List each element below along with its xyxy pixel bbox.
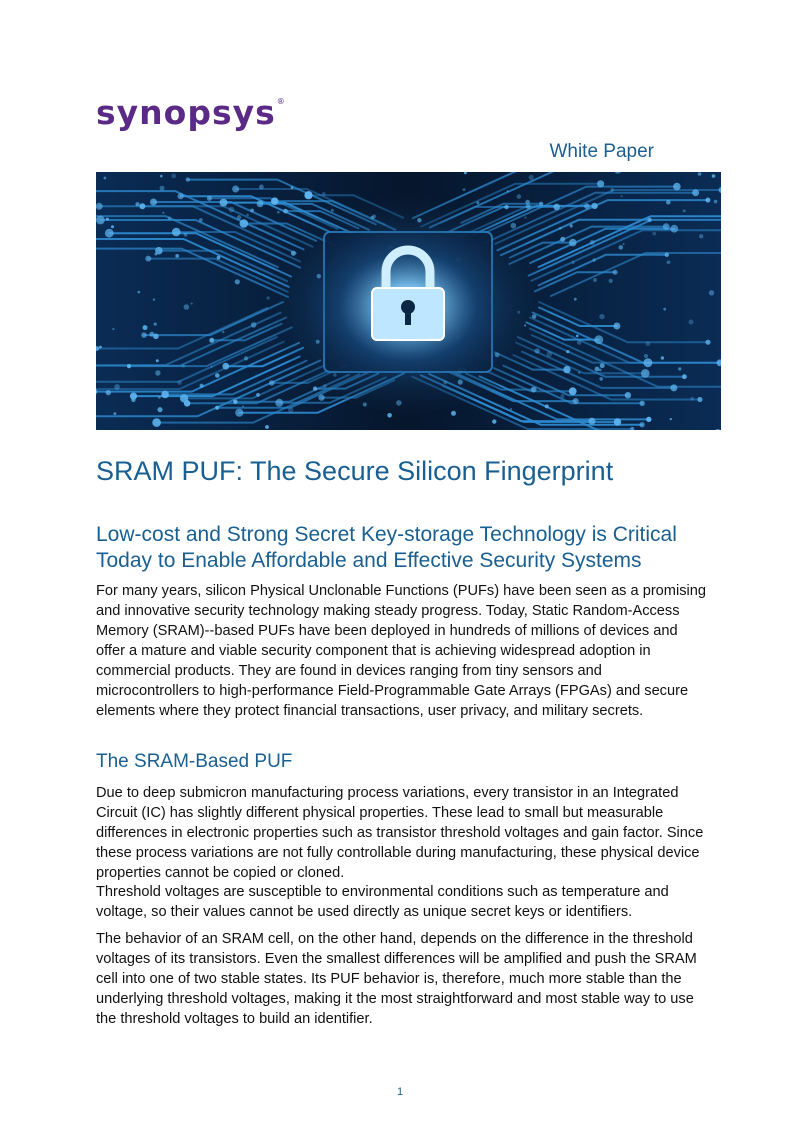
registered-mark: ®: [276, 97, 286, 106]
page-title: SRAM PUF: The Secure Silicon Fingerprint: [96, 456, 614, 486]
section-paragraph-1: Due to deep submicron manufacturing process variations, every transistor in an Integrated Circuit (IC) has slightly different physical properties. These lead to small but measurable differences in electronic properties such as transistor threshold voltages and gain factor. Since these process variations are not fully controllable during manufacturing, these physical device properties cannot be copied or cloned.: [96, 785, 704, 881]
hero-image: [96, 172, 721, 430]
page-subtitle: Low-cost and Strong Secret Key-storage Technology is Critical Today to Enable Affordable and Effective Security Systems: [96, 523, 677, 572]
intro-paragraph: For many years, silicon Physical Unclonable Functions (PUFs) have been seen as a promising and innovative security technology making steady progress. Today, Static Random-Access Memory (SRAM)--based PUFs have been deployed in hundreds of millions of devices and offer a mature and viable security component that is achieving widespread adoption in commercial products. They are found in devices ranging from tiny sensors and microcontrollers to high-performance Field-Programmable Gate Arrays (FPGAs) and secure elements where they protect financial transactions, user privacy, and military secrets.: [96, 583, 706, 719]
padlock-circuit-board-image: [96, 172, 721, 430]
section-paragraph-2: Threshold voltages are susceptible to environmental conditions such as temperature and voltage, so their values cannot be used directly as unique secret keys or identifiers.: [96, 884, 669, 920]
document-type-label: White Paper: [549, 141, 654, 162]
logo-text: synopsys: [96, 93, 276, 132]
page-number: 1: [396, 1086, 404, 1098]
section-heading: The SRAM-Based PUF: [96, 751, 293, 772]
section-paragraph-3: The behavior of an SRAM cell, on the other hand, depends on the difference in the threshold voltages of its transistors. Even the smallest differences will be amplified and push the SRAM cell into one of two stable states. Its PUF behavior is, therefore, much more stable than the underlying threshold voltages, making it the most straightforward and most stable way to use the threshold voltages to build an identifier.: [96, 931, 697, 1027]
synopsys-logo: [96, 93, 286, 132]
